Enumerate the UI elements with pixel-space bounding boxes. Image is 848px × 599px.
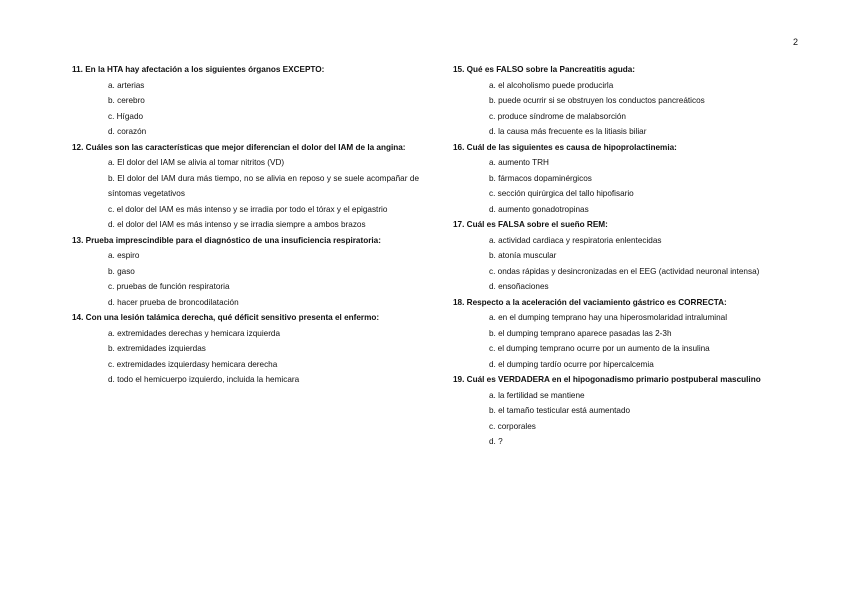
answer-option: c. extremidades izquierdasy hemicara derecha xyxy=(108,359,278,369)
answer-option: a. en el dumping temprano hay una hiperosmolaridad intraluminal xyxy=(489,313,728,322)
answer-option: d. aumento gonadotropinas xyxy=(489,204,589,214)
question-text: 11. En la HTA hay afectación a los siguientes órganos EXCEPTO: xyxy=(72,65,325,74)
question-text: 16. Cuál de las siguientes es causa de hipoprolactinemia: xyxy=(453,142,677,152)
question-text: 17. Cuál es FALSA sobre el sueño REM: xyxy=(453,220,608,229)
answer-option: b. gaso xyxy=(108,266,135,276)
question-text: 15. Qué es FALSO sobre la Pancreatitis aguda: xyxy=(453,65,636,74)
answer-option: d. ? xyxy=(489,437,503,446)
answer-option: c. ondas rápidas y desincronizadas en el EEG (actividad neuronal intensa) xyxy=(489,266,760,276)
answer-option: b. fármacos dopaminérgicos xyxy=(489,173,592,183)
answer-option: b. puede ocurrir si se obstruyen los conductos pancreáticos xyxy=(489,96,705,105)
question-text: 12. Cuáles son las características que mejor diferencian el dolor del IAM de la angina: xyxy=(72,142,406,152)
answer-option: c. el dumping temprano ocurre por un aumento de la insulina xyxy=(489,344,710,353)
question-11 xyxy=(72,62,419,140)
left-column xyxy=(72,62,419,388)
question-12 xyxy=(72,140,419,233)
answer-option: a. extremidades derechas y hemicara izquierda xyxy=(108,328,281,338)
answer-option: a. espiro xyxy=(108,251,140,260)
question-text: 13. Prueba imprescindible para el diagnóstico de una insuficiencia respiratoria: xyxy=(72,235,381,245)
question-19 xyxy=(453,372,800,450)
question-16 xyxy=(453,140,800,218)
answer-option: d. ensoñaciones xyxy=(489,282,549,291)
answer-option: b. cerebro xyxy=(108,96,145,105)
answer-option: a. El dolor del IAM se alivia al tomar nitritos (VD) xyxy=(108,158,285,167)
answer-option: b. el tamaño testicular está aumentado xyxy=(489,406,631,415)
answer-option: a. actividad cardiaca y respiratoria enlentecidas xyxy=(489,235,662,245)
answer-option: d. la causa más frecuente es la litiasis biliar xyxy=(489,127,647,136)
question-13 xyxy=(72,233,419,311)
answer-option: c. Hígado xyxy=(108,111,144,121)
answer-option: b. el dumping temprano aparece pasadas las 2-3h xyxy=(489,328,672,338)
question-14 xyxy=(72,310,419,388)
question-15 xyxy=(453,62,800,140)
answer-option: d. el dolor del IAM es más intenso y se irradia siempre a ambos brazos xyxy=(108,220,366,229)
question-text: 18. Respecto a la aceleración del vaciamiento gástrico es CORRECTA: xyxy=(453,297,727,307)
question-18 xyxy=(453,295,800,373)
question-text: 14. Con una lesión talámica derecha, qué déficit sensitivo presenta el enfermo: xyxy=(72,313,380,322)
right-column xyxy=(453,62,800,450)
answer-option: c. corporales xyxy=(489,421,536,431)
answer-option: b. extremidades izquierdas xyxy=(108,344,206,353)
answer-option: c. produce síndrome de malabsorción xyxy=(489,111,626,121)
answer-option: a. la fertilidad se mantiene xyxy=(489,390,585,400)
answer-option: c. pruebas de función respiratoria xyxy=(108,282,230,291)
answer-option: a. aumento TRH xyxy=(489,158,549,167)
answer-option: d. corazón xyxy=(108,127,147,136)
answer-option: c. el dolor del IAM es más intenso y se irradia por todo el tórax y el epigastrio xyxy=(108,204,388,214)
answer-option: d. el dumping tardío ocurre por hipercalcemia xyxy=(489,359,654,369)
answer-option: a. el alcoholismo puede producirla xyxy=(489,80,614,90)
answer-option: d. todo el hemicuerpo izquierdo, incluida la hemicara xyxy=(108,375,300,384)
answer-option: d. hacer prueba de broncodilatación xyxy=(108,297,239,307)
answer-option: b. atonía muscular xyxy=(489,251,557,260)
question-text: 19. Cuál es VERDADERA en el hipogonadismo primario postpuberal masculino xyxy=(453,375,761,384)
answer-option: a. arterias xyxy=(108,80,145,90)
question-17 xyxy=(453,217,800,295)
page-number: 2 xyxy=(793,37,799,47)
answer-option: b. El dolor del IAM dura más tiempo, no se alivia en reposo y se suele acompañar de síntomas vegetativos xyxy=(108,173,419,198)
answer-option: c. sección quirúrgica del tallo hipofisario xyxy=(489,189,634,198)
